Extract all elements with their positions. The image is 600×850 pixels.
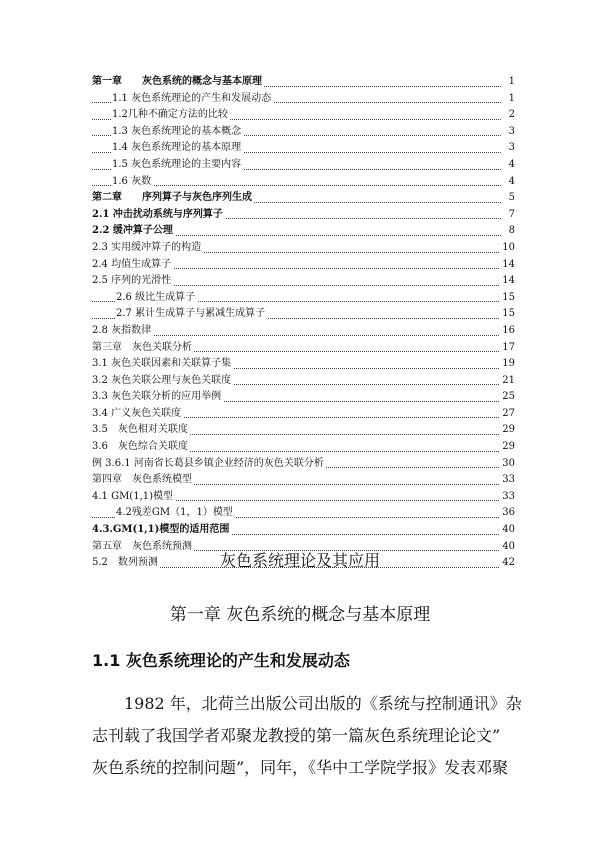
toc-entry-title: 第三章 灰色关联分析 xyxy=(92,341,192,353)
toc-page-number: 3 xyxy=(507,140,515,157)
toc-entry-title: 2.8 灰指数律 xyxy=(92,324,152,336)
section-title: 1.1 灰色系统理论的产生和发展动态 xyxy=(92,651,350,670)
toc-entry-title: 4.1 GM(1,1)模型 xyxy=(92,490,174,502)
body-paragraph xyxy=(92,688,522,784)
toc-page-number: 15 xyxy=(500,306,515,323)
toc-leader-dots xyxy=(92,335,501,336)
toc-entry[interactable] xyxy=(92,456,515,473)
toc-entry-title: 3.3 灰色关联分析的应用举例 xyxy=(92,391,222,403)
toc-page-number: 21 xyxy=(500,373,515,390)
toc-entry[interactable] xyxy=(92,505,515,522)
toc-entry[interactable] xyxy=(92,273,515,290)
toc-entry-title: 4.3.GM(1,1)模型的适用范围 xyxy=(92,524,230,536)
toc-entry[interactable] xyxy=(92,74,515,91)
toc-entry-title: 2.3 实用缓冲算子的构造 xyxy=(92,241,202,253)
toc-entry[interactable] xyxy=(92,323,515,340)
toc-page-number: 40 xyxy=(500,539,515,556)
toc-entry-title: 2.5 序列的光滑性 xyxy=(92,275,172,287)
toc-entry-title: 1.2几种不确定方法的比较 xyxy=(112,109,228,121)
toc-entry-title: 1.4 灰色系统理论的基本原理 xyxy=(112,142,242,154)
toc-entry[interactable] xyxy=(92,91,515,108)
toc-entry-title: 1.5 灰色系统理论的主要内容 xyxy=(112,158,242,170)
toc-entry[interactable] xyxy=(92,207,515,224)
toc-page-number: 25 xyxy=(500,389,515,406)
toc-entry[interactable] xyxy=(92,356,515,373)
toc-entry-title: 2.2 缓冲算子公理 xyxy=(92,225,173,237)
chapter-title: 第一章 灰色系统的概念与基本原理 xyxy=(169,605,431,625)
toc-entry-title: 第一章 灰色系统的概念与基本原理 xyxy=(92,76,262,87)
toc-page-number: 7 xyxy=(507,207,515,224)
toc-entry[interactable] xyxy=(92,223,515,240)
toc-entry[interactable] xyxy=(92,240,515,257)
toc-entry[interactable] xyxy=(92,472,515,489)
toc-page-number: 15 xyxy=(500,290,515,307)
toc-entry[interactable] xyxy=(92,306,515,323)
toc-entry-title: 3.6 灰色综合关联度 xyxy=(92,441,188,453)
toc-entry[interactable] xyxy=(92,290,515,307)
table-of-contents xyxy=(92,74,515,572)
toc-entry[interactable] xyxy=(92,340,515,357)
toc-page-number: 42 xyxy=(500,555,515,572)
toc-page-number: 30 xyxy=(500,456,515,473)
toc-page-number: 14 xyxy=(500,273,515,290)
toc-page-number: 33 xyxy=(500,489,515,506)
toc-entry-title: 第四章 灰色系统模型 xyxy=(92,474,192,486)
toc-page-number: 16 xyxy=(500,323,515,340)
toc-entry[interactable] xyxy=(92,389,515,406)
toc-page-number: 14 xyxy=(500,257,515,274)
toc-entry-title: 3.4 广义灰色关联度 xyxy=(92,407,182,419)
body-line: 志刊载了我国学者邓聚龙教授的第一篇灰色系统理论论文” xyxy=(92,726,501,745)
toc-page-number: 27 xyxy=(500,406,515,423)
toc-entry[interactable] xyxy=(92,373,515,390)
toc-page-number: 2 xyxy=(507,107,515,124)
toc-entry-title: 3.1 灰色关联因素和关联算子集 xyxy=(92,358,232,370)
toc-entry-title: 1.6 灰数 xyxy=(112,175,152,187)
toc-entry-title: 第二章 序列算子与灰色序列生成 xyxy=(92,192,252,204)
toc-entry-title: 2.6 级比生成算子 xyxy=(116,291,196,303)
toc-entry[interactable] xyxy=(92,406,515,423)
toc-page-number: 33 xyxy=(500,472,515,489)
toc-entry-title: 2.7 累计生成算子与累减生成算子 xyxy=(116,308,266,320)
toc-page-number: 19 xyxy=(500,356,515,373)
toc-entry[interactable] xyxy=(92,157,515,174)
toc-page-number: 1 xyxy=(507,74,515,91)
toc-entry[interactable] xyxy=(92,174,515,191)
toc-entry[interactable] xyxy=(92,522,515,539)
toc-page-number: 17 xyxy=(500,340,515,357)
toc-leader-dots xyxy=(92,185,501,186)
toc-page-number: 29 xyxy=(500,439,515,456)
toc-entry-title: 1.3 灰色系统理论的基本概念 xyxy=(112,125,242,137)
toc-page-number: 8 xyxy=(507,223,515,240)
body-line: 灰色系统的控制问题”，同年，《华中工学院学报》发表邓聚 xyxy=(92,758,509,777)
toc-entry-title: 例 3.6.1 河南省长葛县乡镇企业经济的灰色关联分析 xyxy=(92,457,324,469)
toc-entry[interactable] xyxy=(92,257,515,274)
toc-page-number: 4 xyxy=(507,174,515,191)
toc-entry[interactable] xyxy=(92,422,515,439)
toc-entry-title: 5.2 数列预测 xyxy=(92,557,158,569)
toc-entry-title: 第五章 灰色系统预测 xyxy=(92,540,192,552)
toc-entry-title: 3.5 灰色相对关联度 xyxy=(92,424,188,436)
toc-page-number: 40 xyxy=(500,522,515,539)
toc-page-number: 10 xyxy=(500,240,515,257)
toc-page-number: 4 xyxy=(507,157,515,174)
toc-entry[interactable] xyxy=(92,107,515,124)
toc-page-number: 1 xyxy=(507,91,515,108)
body-line: 1982 年，北荷兰出版公司出版的《系统与控制通讯》杂 xyxy=(124,694,522,713)
toc-entry[interactable] xyxy=(92,124,515,141)
document-title: 灰色系统理论及其应用 xyxy=(219,551,380,570)
toc-entry-title: 1.1 灰色系统理论的产生和发展动态 xyxy=(112,92,272,104)
toc-entry[interactable] xyxy=(92,140,515,157)
toc-page-number: 5 xyxy=(507,190,515,207)
toc-entry[interactable] xyxy=(92,489,515,506)
toc-entry-title: 2.1 冲击扰动系统与序列算子 xyxy=(92,208,223,220)
toc-page-number: 29 xyxy=(500,422,515,439)
toc-entry-title: 3.2 灰色关联公理与灰色关联度 xyxy=(92,374,232,386)
toc-entry-title: 2.4 均值生成算子 xyxy=(92,258,172,270)
toc-entry[interactable] xyxy=(92,439,515,456)
toc-page-number: 36 xyxy=(500,505,515,522)
toc-entry-title: 4.2残差GM（1，1）模型 xyxy=(116,507,233,519)
toc-page-number: 3 xyxy=(507,124,515,141)
toc-entry[interactable] xyxy=(92,190,515,207)
